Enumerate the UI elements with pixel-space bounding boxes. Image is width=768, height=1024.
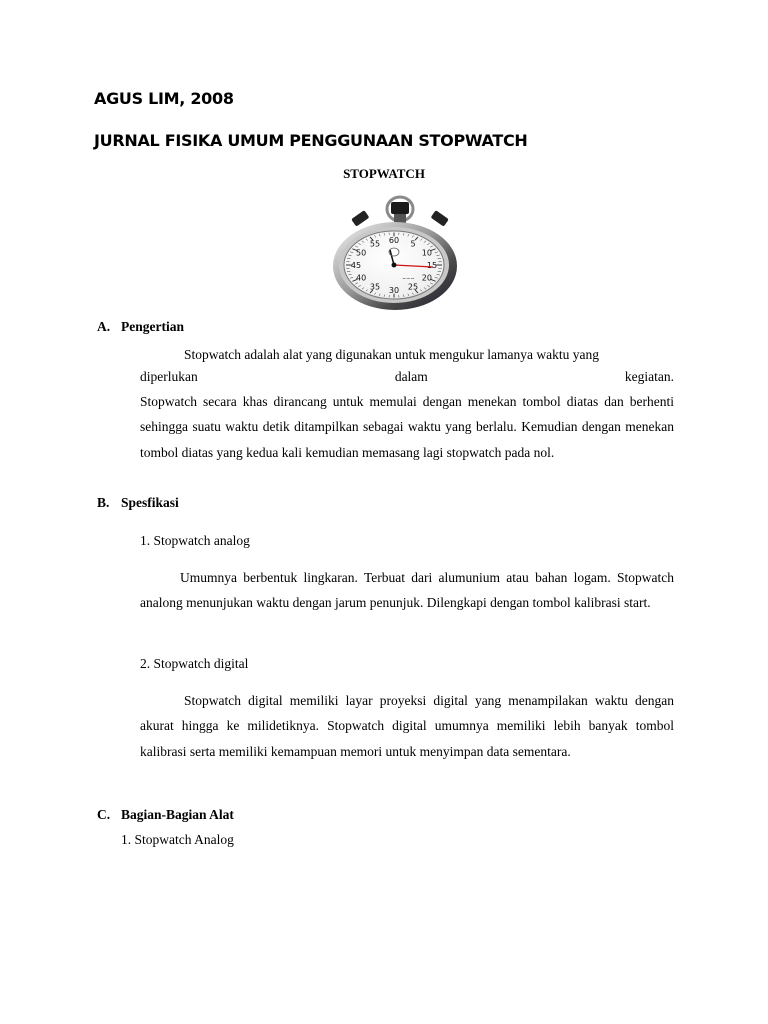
analog-subheading: 1. Stopwatch analog — [140, 533, 250, 548]
analog-paragraph-text: Umumnya berbentuk lingkaran. Terbuat dari alumunium atau bahan logam. Stopwatch analong menunjukan waktu dengan jarum penunjuk. Dilengkapi dengan tombol kalibrasi start. — [140, 570, 674, 611]
dial-number: 35 — [369, 282, 381, 292]
document-title: JURNAL FISIKA UMUM PENGGUNAAN STOPWATCH — [94, 131, 528, 150]
section-c-title: Bagian-Bagian Alat — [121, 807, 234, 822]
analog-paragraph — [140, 565, 674, 616]
dial-number: 10 — [421, 248, 432, 258]
analog-parts-subheading: 1. Stopwatch Analog — [121, 832, 234, 847]
section-title: STOPWATCH — [343, 166, 425, 181]
author-year: AGUS LIM, 2008 — [94, 89, 234, 108]
section-a-paragraph: Stopwatch secara khas dirancang untuk memulai dengan menekan tombol diatas dan berhenti sehingga suatu waktu detik ditampilkan sebagai waktu yang berlalu. Kemudian dengan menekan tombol diatas yang kedua kali kemudian memasang lagi stopwatch pada nol. — [140, 394, 674, 460]
dial-number: 40 — [356, 273, 367, 283]
dial-number: 25 — [407, 282, 419, 292]
svg-text:~~~: ~~~ — [402, 276, 415, 282]
dial-number: 15 — [426, 261, 438, 270]
digital-paragraph-text: Stopwatch digital memiliki layar proyeksi digital yang menampilakan waktu dengan akurat hingga ke milidetiknya. Stopwatch digital umumnya memiliki lebih banyak tombol kalibrasi serta memiliki kemampuan memori untuk menyimpan data sementara. — [140, 693, 674, 759]
dial-number: 60 — [388, 236, 400, 245]
section-b-title: Spesfikasi — [121, 495, 179, 510]
section-a-word-3: kegiatan. — [624, 369, 674, 384]
dial-number: 55 — [369, 239, 381, 249]
section-b-letter: B. — [97, 495, 110, 510]
section-a-heading — [97, 319, 184, 335]
stopwatch-icon — [328, 192, 462, 312]
dial-number: 30 — [388, 286, 400, 295]
section-b-heading — [97, 495, 179, 511]
dial-number: 20 — [421, 273, 432, 283]
section-c-letter: C. — [97, 807, 111, 822]
section-a-title: Pengertian — [121, 319, 184, 334]
section-a-word-2: dalam — [394, 369, 428, 384]
dial-number: 5 — [410, 239, 416, 249]
dial-number: 50 — [356, 248, 367, 258]
section-c-heading — [97, 807, 234, 823]
section-a-line-2 — [140, 369, 674, 385]
section-a-line-1-text: Stopwatch adalah alat yang digunakan untuk mengukur lamanya waktu yang — [184, 347, 600, 362]
section-a-line-1 — [140, 342, 674, 367]
section-a-word-1: diperlukan — [140, 369, 198, 384]
dial-number: 45 — [350, 261, 362, 270]
digital-subheading: 2. Stopwatch digital — [140, 656, 249, 671]
section-a-letter: A. — [97, 319, 111, 334]
digital-paragraph — [140, 688, 674, 764]
